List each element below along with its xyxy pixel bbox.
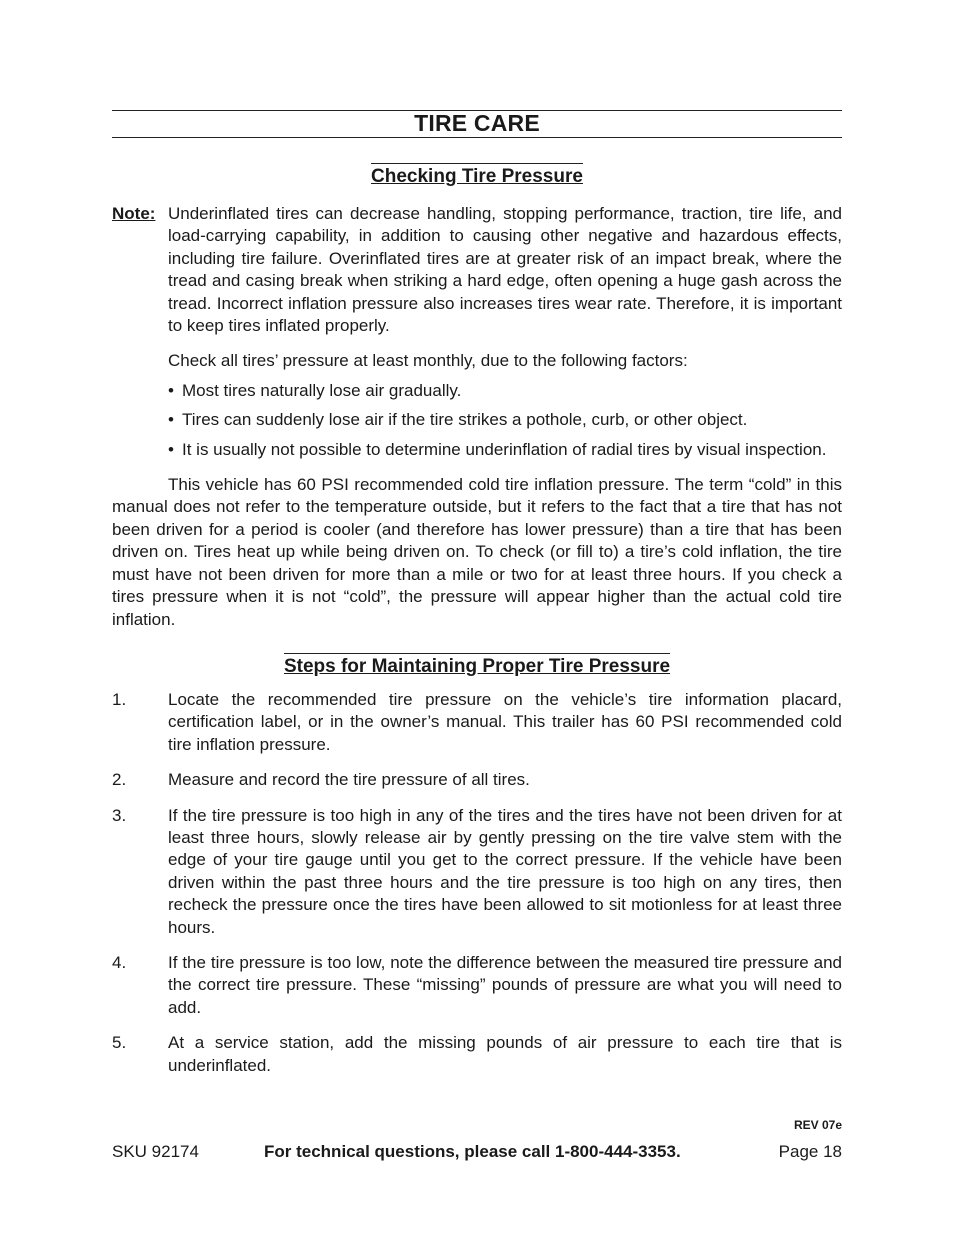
list-item <box>168 439 842 461</box>
page-footer <box>112 1142 842 1164</box>
note-label: Note: <box>112 204 156 223</box>
note-block <box>112 203 842 337</box>
subheading-wrap <box>112 653 842 678</box>
list-item <box>112 1032 842 1077</box>
list-item <box>112 769 842 791</box>
factor-list <box>112 380 842 461</box>
manual-page <box>112 110 842 1090</box>
sku-label: SKU 92174 <box>112 1142 199 1161</box>
bullet-icon: • <box>168 380 174 400</box>
list-item <box>112 689 842 756</box>
step-text: Locate the recommended tire pressure on the vehicle’s tire information placard, certification label, or in the owner’s manual. This trailer has 60 PSI recommended cold tire inflation pressure. <box>168 689 842 754</box>
subheading-steps: Steps for Maintaining Proper Tire Pressure <box>284 653 670 678</box>
bullet-text: It is usually not possible to determine underinflation of radial tires by visual inspection. <box>182 439 827 459</box>
revision-label: REV 07e <box>793 1118 842 1132</box>
bullet-icon: • <box>168 439 174 459</box>
note-text: Underinflated tires can decrease handling, stopping performance, traction, tire life, and load-carrying capability, in addition to causing other negative and hazardous effects, including tire failure. Overinflated tires are at greater risk of an impact break, where the tread and casing break when striking a hard edge, often opening a huge gash across the tread. Incorrect inflation pressure also increases tires wear rate. Therefore, it is important to keep tires inflated properly. <box>168 204 842 336</box>
section-title: TIRE CARE <box>414 110 540 136</box>
page-number: Page 18 <box>778 1142 842 1161</box>
subheading-wrap <box>112 163 842 188</box>
list-item <box>168 380 842 402</box>
step-text: If the tire pressure is too low, note the difference between the measured tire pressure and the correct tire pressure. These “missing” pounds of pressure are what you will need to add. <box>168 952 842 1017</box>
cold-pressure-paragraph: This vehicle has 60 PSI recommended cold tire inflation pressure. The term “cold” in this manual does not refer to the temperature outside, but it refers to the fact that a tire that has not been driven for a period is cooler (and therefore has lower pressure) than a tire that has been driven on. Tires heat up while being driven on. To check (or fill to) a tire’s cold inflation, the tire must have not been driven for more than a mile or two for at least three hours. If you check a tires pressure when it is not “cold”, the pressure will appear higher than the actual cold tire inflation. <box>112 475 842 629</box>
step-number: 1. <box>112 689 127 709</box>
tech-support-line: For technical questions, please call 1-800-444-3353. <box>264 1142 681 1161</box>
steps-list <box>112 689 842 1077</box>
section-title-bar <box>112 110 842 138</box>
step-number: 4. <box>112 952 127 972</box>
subheading-checking-tire-pressure: Checking Tire Pressure <box>371 163 583 188</box>
list-item <box>112 952 842 1019</box>
step-text: Measure and record the tire pressure of all tires. <box>168 770 530 790</box>
list-item <box>168 409 842 431</box>
step-number: 5. <box>112 1033 127 1053</box>
step-text: If the tire pressure is too high in any of the tires and the tires have not been driven for at least three hours, slowly release air by gently pressing on the tire valve stem with the edge of your tire gauge until you get to the correct pressure. If the vehicle have been driven within the past three hours and the tire pressure is too high on any tires, then recheck the pressure once the tires have been allowed to sit motionless for at least three hours. <box>168 805 842 937</box>
note-text-wrap <box>112 203 842 337</box>
step-number: 3. <box>112 805 127 825</box>
list-item <box>112 805 842 939</box>
step-text: At a service station, add the missing pounds of air pressure to each tire that is underinflated. <box>168 1033 842 1075</box>
bullet-text: Tires can suddenly lose air if the tire strikes a pothole, curb, or other object. <box>182 410 748 430</box>
check-intro: Check all tires’ pressure at least monthly, due to the following factors: <box>168 351 688 371</box>
bullet-icon: • <box>168 410 174 430</box>
bullet-text: Most tires naturally lose air gradually. <box>182 380 462 400</box>
step-number: 2. <box>112 770 127 790</box>
